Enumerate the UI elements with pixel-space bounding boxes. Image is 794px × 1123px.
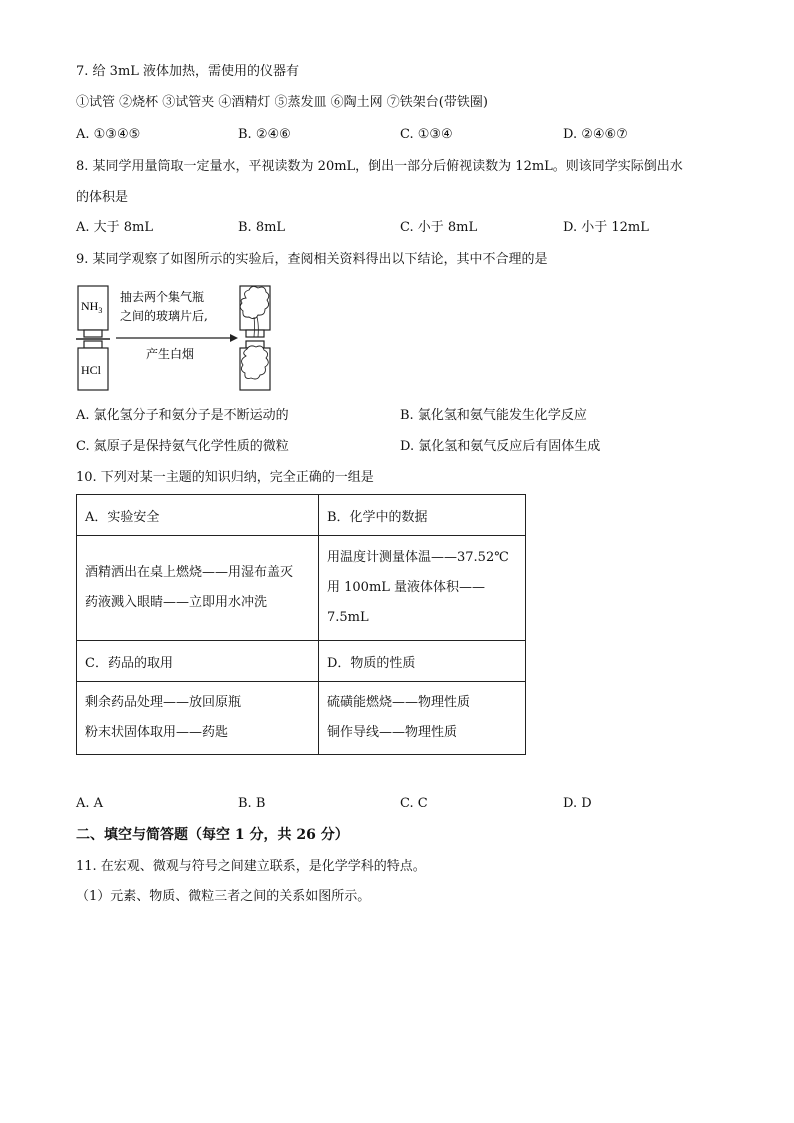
table-c-line-1: 剩余药品处理——放回原瓶: [85, 695, 242, 710]
table-d-line-2: 铜作导线——物理性质: [327, 725, 458, 740]
q8-stem-line2: 的体积是: [76, 190, 129, 205]
gas-diffusion-figure: [74, 282, 294, 392]
q8-option-d: D. 小于 12mL: [563, 220, 649, 235]
hcl-bottle-neck: [84, 341, 102, 348]
q7-option-a: A. ①③④⑤: [76, 127, 141, 142]
q9-option-b: B. 氯化氢和氨气能发生化学反应: [400, 408, 587, 423]
q11-stem: 11. 在宏观、微观与符号之间建立联系，是化学学科的特点。: [76, 859, 426, 874]
q10-option-d: D. D: [563, 796, 592, 811]
q9-option-d: D. 氯化氢和氨气反应后有固体生成: [400, 439, 601, 454]
section-2-title: 二、填空与简答题（每空 1 分，共 26 分）: [76, 827, 349, 843]
q8-option-a: A. 大于 8mL: [76, 220, 154, 235]
table-b-line-2: 用 100mL 量液体体积——: [327, 580, 486, 595]
table-b-line-1: 用温度计测量体温——37.52℃: [327, 550, 509, 565]
q10-option-a: A. A: [76, 796, 104, 811]
table-a-line-1: 酒精洒出在桌上燃烧——用湿布盖灭: [85, 565, 294, 580]
top-bottle-right-neck: [246, 330, 264, 337]
q7-option-d: D. ②④⑥⑦: [563, 127, 628, 142]
q7-option-c: C. ①③④: [400, 127, 453, 142]
q7-option-b: B. ②④⑥: [238, 127, 291, 142]
arrow-text-2: 之间的玻璃片后,: [120, 309, 208, 323]
table-a-line-2: 药液溅入眼睛——立即用水冲洗: [85, 595, 268, 610]
table-head-a: A．实验安全: [77, 495, 319, 536]
q8-stem-line1: 8. 某同学用量筒取一定量水，平视读数为 20mL，倒出一部分后俯视读数为 12mL。则该同学实际倒出水: [76, 159, 683, 174]
arrow-text-3: 产生白烟: [146, 347, 195, 361]
q7-stem: 7. 给 3mL 液体加热，需使用的仪器有: [76, 64, 300, 79]
q10-stem: 10. 下列对某一主题的知识归纳，完全正确的一组是: [76, 470, 374, 485]
table-head-d: D．物质的性质: [319, 641, 526, 682]
table-head-b: B．化学中的数据: [319, 495, 526, 536]
arrow-text-1: 抽去两个集气瓶: [120, 290, 205, 304]
hcl-label: HCl: [81, 363, 102, 377]
nh3-label: $NH_3$: [81, 299, 103, 315]
q9-option-c: C. 氮原子是保持氨气化学性质的微粒: [76, 439, 289, 454]
arrow-head-icon: [230, 334, 238, 342]
q8-option-c: C. 小于 8mL: [400, 220, 478, 235]
table-c-line-2: 粉末状固体取用——药匙: [85, 725, 229, 740]
q9-option-a: A. 氯化氢分子和氨分子是不断运动的: [76, 408, 289, 423]
table-cell-a: [77, 536, 319, 641]
nh3-bottle-neck: [84, 330, 102, 337]
knowledge-table: [76, 494, 526, 755]
table-d-line-1: 硫磺能燃烧——物理性质: [327, 695, 471, 710]
table-cell-c: [77, 682, 319, 755]
table-cell-b: [319, 536, 526, 641]
q7-items: ①试管 ②烧杯 ③试管夹 ④酒精灯 ⑤蒸发皿 ⑥陶土网 ⑦铁架台(带铁圈): [76, 95, 488, 110]
table-head-c: C．药品的取用: [77, 641, 319, 682]
q10-option-c: C. C: [400, 796, 428, 811]
q9-stem: 9. 某同学观察了如图所示的实验后，查阅相关资料得出以下结论，其中不合理的是: [76, 252, 548, 267]
q10-option-b: B. B: [238, 796, 266, 811]
q8-option-b: B. 8mL: [238, 220, 286, 235]
table-cell-d: [319, 682, 526, 755]
q11-sub1: （1）元素、物质、微粒三者之间的关系如图所示。: [76, 889, 371, 904]
table-b-line-3: 7.5mL: [327, 610, 369, 625]
